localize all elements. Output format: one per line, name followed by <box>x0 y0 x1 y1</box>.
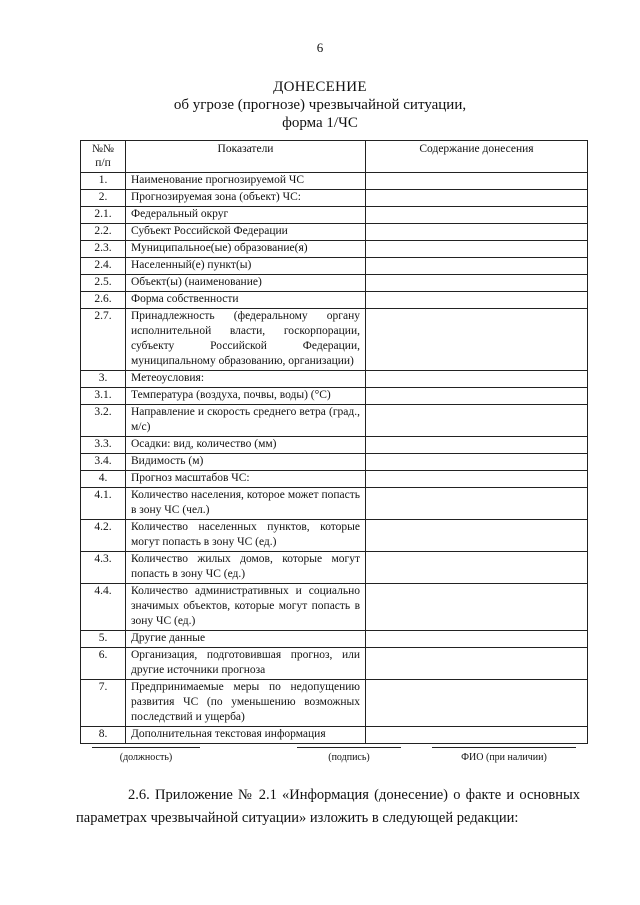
row-indicator: Предпринимаемые меры по недопущению развития ЧС (по уменьшению возможных последствий и ущерба) <box>126 680 366 727</box>
table-row <box>81 275 588 292</box>
row-number: 6. <box>81 648 126 680</box>
report-table <box>80 140 588 744</box>
name-label: ФИО (при наличии) <box>461 752 547 763</box>
row-content-cell[interactable] <box>366 190 588 207</box>
table-row <box>81 471 588 488</box>
row-number: 5. <box>81 631 126 648</box>
row-indicator: Объект(ы) (наименование) <box>126 275 366 292</box>
position-line <box>92 747 200 748</box>
row-number: 2.2. <box>81 224 126 241</box>
row-number: 3.2. <box>81 405 126 437</box>
table-row <box>81 520 588 552</box>
row-indicator: Организация, подготовившая прогноз, или другие источники прогноза <box>126 648 366 680</box>
row-number: 1. <box>81 173 126 190</box>
amendment-paragraph: 2.6. Приложение № 2.1 «Информация (донесение) о факте и основных параметрах чрезвычайной ситуации» изложить в следующей редакции: <box>76 787 580 826</box>
row-number: 2. <box>81 190 126 207</box>
table-row <box>81 173 588 190</box>
table-row <box>81 292 588 309</box>
row-content-cell[interactable] <box>366 471 588 488</box>
name-line <box>432 747 576 748</box>
table-row <box>81 680 588 727</box>
row-indicator: Субъект Российской Федерации <box>126 224 366 241</box>
table-row <box>81 552 588 584</box>
row-content-cell[interactable] <box>366 488 588 520</box>
row-indicator: Метеоусловия: <box>126 371 366 388</box>
row-indicator: Муниципальное(ые) образование(я) <box>126 241 366 258</box>
row-content-cell[interactable] <box>366 552 588 584</box>
row-indicator: Дополнительная текстовая информация <box>126 727 366 744</box>
table-row <box>81 309 588 371</box>
row-indicator: Количество населенных пунктов, которые могут попасть в зону ЧС (ед.) <box>126 520 366 552</box>
row-indicator: Принадлежность (федеральному органу исполнительной власти, госкорпорации, субъекту Российской Федерации, муниципальному образованию, организации) <box>126 309 366 371</box>
table-row <box>81 224 588 241</box>
row-number: 7. <box>81 680 126 727</box>
row-content-cell[interactable] <box>366 405 588 437</box>
header-content: Содержание донесения <box>366 141 588 173</box>
page-number: 6 <box>316 40 324 55</box>
table-row <box>81 437 588 454</box>
row-indicator: Осадки: вид, количество (мм) <box>126 437 366 454</box>
table-row <box>81 241 588 258</box>
document-title: ДОНЕСЕНИЕ <box>273 79 367 95</box>
table-row <box>81 488 588 520</box>
row-indicator: Наименование прогнозируемой ЧС <box>126 173 366 190</box>
row-indicator: Направление и скорость среднего ветра (град., м/с) <box>126 405 366 437</box>
row-indicator: Количество населения, которое может попасть в зону ЧС (чел.) <box>126 488 366 520</box>
row-indicator: Прогноз масштабов ЧС: <box>126 471 366 488</box>
row-number: 2.3. <box>81 241 126 258</box>
row-content-cell[interactable] <box>366 584 588 631</box>
row-content-cell[interactable] <box>366 258 588 275</box>
row-content-cell[interactable] <box>366 275 588 292</box>
table-row <box>81 388 588 405</box>
row-number: 4. <box>81 471 126 488</box>
signature-line <box>297 747 401 748</box>
row-number: 8. <box>81 727 126 744</box>
header-num: №№ п/п <box>81 141 126 173</box>
row-number: 3.1. <box>81 388 126 405</box>
table-row <box>81 207 588 224</box>
row-content-cell[interactable] <box>366 173 588 190</box>
row-content-cell[interactable] <box>366 388 588 405</box>
table-row <box>81 454 588 471</box>
row-number: 2.6. <box>81 292 126 309</box>
table-row <box>81 258 588 275</box>
row-content-cell[interactable] <box>366 292 588 309</box>
row-content-cell[interactable] <box>366 224 588 241</box>
row-content-cell[interactable] <box>366 241 588 258</box>
row-number: 4.3. <box>81 552 126 584</box>
row-number: 2.4. <box>81 258 126 275</box>
row-number: 4.1. <box>81 488 126 520</box>
row-number: 4.2. <box>81 520 126 552</box>
table-row <box>81 371 588 388</box>
row-content-cell[interactable] <box>366 648 588 680</box>
row-number: 2.5. <box>81 275 126 292</box>
row-indicator: Видимость (м) <box>126 454 366 471</box>
row-content-cell[interactable] <box>366 207 588 224</box>
row-content-cell[interactable] <box>366 680 588 727</box>
row-indicator: Другие данные <box>126 631 366 648</box>
row-content-cell[interactable] <box>366 309 588 371</box>
row-number: 2.1. <box>81 207 126 224</box>
row-content-cell[interactable] <box>366 437 588 454</box>
row-number: 3. <box>81 371 126 388</box>
table-row <box>81 405 588 437</box>
table-header-row <box>81 141 588 173</box>
row-content-cell[interactable] <box>366 371 588 388</box>
table-row <box>81 584 588 631</box>
row-content-cell[interactable] <box>366 520 588 552</box>
row-number: 4.4. <box>81 584 126 631</box>
row-content-cell[interactable] <box>366 454 588 471</box>
table-row <box>81 631 588 648</box>
row-number: 2.7. <box>81 309 126 371</box>
table-row <box>81 727 588 744</box>
row-indicator: Федеральный округ <box>126 207 366 224</box>
row-indicator: Количество жилых домов, которые могут попасть в зону ЧС (ед.) <box>126 552 366 584</box>
row-indicator: Прогнозируемая зона (объект) ЧС: <box>126 190 366 207</box>
form-name: форма 1/ЧС <box>282 115 358 131</box>
row-number: 3.4. <box>81 454 126 471</box>
header-indicator: Показатели <box>126 141 366 173</box>
document-subtitle: об угрозе (прогнозе) чрезвычайной ситуации, <box>173 97 467 113</box>
row-indicator: Форма собственности <box>126 292 366 309</box>
row-content-cell[interactable] <box>366 727 588 744</box>
position-label: (должность) <box>119 752 173 763</box>
row-indicator: Количество административных и социально значимых объектов, которые могут попасть в зону ЧС (ед.) <box>126 584 366 631</box>
row-indicator: Температура (воздуха, почвы, воды) (°С) <box>126 388 366 405</box>
table-row <box>81 190 588 207</box>
row-content-cell[interactable] <box>366 631 588 648</box>
signature-label: (подпись) <box>328 752 370 763</box>
row-number: 3.3. <box>81 437 126 454</box>
table-row <box>81 648 588 680</box>
row-indicator: Населенный(е) пункт(ы) <box>126 258 366 275</box>
